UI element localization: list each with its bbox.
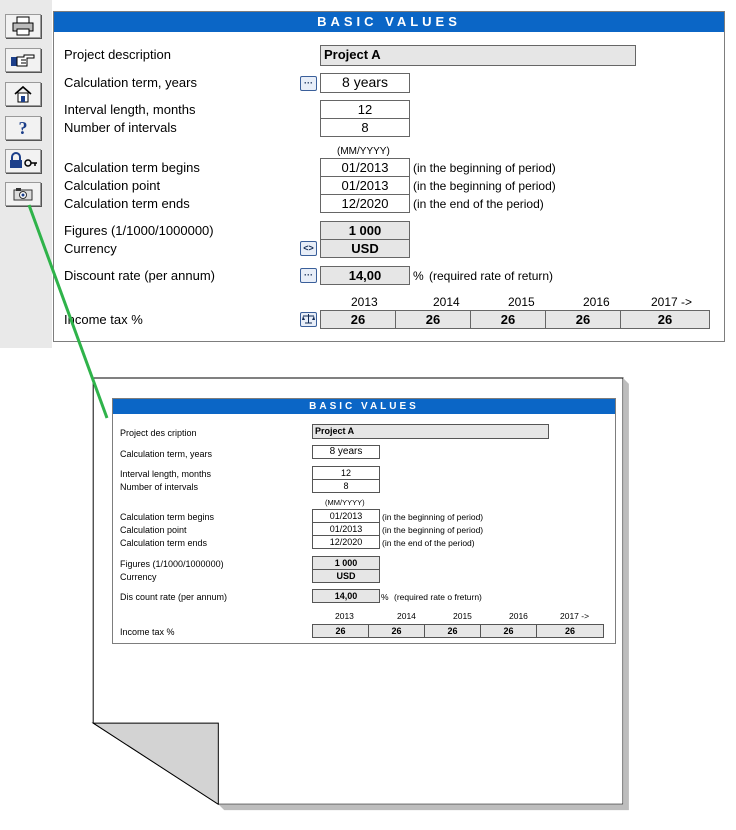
interval-length-field[interactable]: 12 xyxy=(320,100,410,119)
calc-term-ellipsis-button[interactable]: ··· xyxy=(300,76,317,91)
term-ends-label: Calculation term ends xyxy=(64,196,190,211)
preview-discount-rate-field: 14,00 xyxy=(312,589,380,603)
income-tax-cell[interactable]: 26 xyxy=(470,310,546,329)
discount-unit: % xyxy=(413,269,424,283)
panel-title: BASIC VALUES xyxy=(54,12,724,32)
income-tax-cell[interactable]: 26 xyxy=(620,310,710,329)
preview-income-tax-cell: 26 xyxy=(536,624,604,638)
income-tax-cell[interactable]: 26 xyxy=(320,310,396,329)
year-label: 2017 -> xyxy=(651,295,693,309)
income-tax-cell[interactable]: 26 xyxy=(395,310,471,329)
income-tax-cell[interactable]: 26 xyxy=(545,310,621,329)
preview-term-begins-note: (in the beginning of period) xyxy=(382,512,484,522)
preview-term-ends-label: Calculation term ends xyxy=(120,538,208,548)
preview-panel-title: BASIC VALUES xyxy=(113,399,615,414)
preview-income-tax-cell: 26 xyxy=(312,624,369,638)
preview-term-begins-label: Calculation term begins xyxy=(120,512,215,522)
preview-date-format-hint: (MM/YYYY) xyxy=(325,498,365,507)
calc-term-label: Calculation term, years xyxy=(64,75,197,90)
preview-term-begins-field: 01/2013 xyxy=(312,509,380,523)
preview-basic-values-panel xyxy=(112,398,616,644)
project-description-field[interactable]: Project A xyxy=(320,45,636,66)
preview-calc-term-label: Calculation term, years xyxy=(120,449,213,459)
year-label: 2013 xyxy=(351,295,378,309)
num-intervals-label: Number of intervals xyxy=(64,120,177,135)
preview-figures-label: Figures (1/1000/1000000) xyxy=(120,559,224,569)
help-icon: ? xyxy=(18,117,28,138)
figures-label: Figures (1/1000/1000000) xyxy=(64,223,214,238)
calc-point-note: (in the beginning of period) xyxy=(413,179,556,193)
preview-discount-note: (required rate o freturn) xyxy=(394,592,482,602)
year-label: 2015 xyxy=(508,295,535,309)
preview-year-label: 2014 xyxy=(397,611,416,621)
currency-label: Currency xyxy=(64,241,117,256)
term-begins-label: Calculation term begins xyxy=(64,160,200,175)
preview-year-label: 2015 xyxy=(453,611,472,621)
preview-income-tax-label: Income tax % xyxy=(120,627,175,637)
currency-swap-button[interactable]: <> xyxy=(300,241,317,256)
discount-rate-field[interactable]: 14,00 xyxy=(320,266,410,285)
preview-income-tax-cell: 26 xyxy=(424,624,481,638)
preview-year-label: 2013 xyxy=(335,611,354,621)
preview-calc-term-field: 8 years xyxy=(312,445,380,459)
term-ends-note: (in the end of the period) xyxy=(413,197,544,211)
calc-point-field[interactable]: 01/2013 xyxy=(320,176,410,195)
discount-rate-label: Discount rate (per annum) xyxy=(64,268,216,283)
preview-interval-length-field: 12 xyxy=(312,466,380,480)
year-label: 2016 xyxy=(583,295,610,309)
calc-term-field[interactable]: 8 years xyxy=(320,73,410,93)
preview-year-label: 2017 -> xyxy=(560,611,590,621)
year-label: 2014 xyxy=(433,295,460,309)
preview-num-intervals-field: 8 xyxy=(312,479,380,493)
preview-income-tax-cell: 26 xyxy=(368,624,425,638)
preview-num-intervals-label: Number of intervals xyxy=(120,482,199,492)
figures-field[interactable]: 1 000 xyxy=(320,221,410,240)
discount-ellipsis-button[interactable]: ··· xyxy=(300,268,317,283)
preview-income-tax-cell: 26 xyxy=(480,624,537,638)
preview-calc-point-label: Calculation point xyxy=(120,525,187,535)
preview-discount-rate-label: Dis count rate (per annum) xyxy=(120,592,228,602)
preview-currency-field: USD xyxy=(312,569,380,583)
preview-calc-point-note: (in the beginning of period) xyxy=(382,525,484,535)
currency-field[interactable]: USD xyxy=(320,239,410,258)
preview-term-ends-note: (in the end of the period) xyxy=(382,538,475,548)
preview-project-description-field: Project A xyxy=(312,424,549,439)
preview-term-ends-field: 12/2020 xyxy=(312,535,380,549)
preview-project-description-label: Project des cription xyxy=(120,428,197,438)
preview-interval-length-label: Interval length, months xyxy=(120,469,212,479)
preview-discount-unit: % xyxy=(381,592,389,602)
term-ends-field[interactable]: 12/2020 xyxy=(320,194,410,213)
preview-figures-field: 1 000 xyxy=(312,556,380,570)
project-description-label: Project description xyxy=(64,47,171,62)
income-tax-label: Income tax % xyxy=(64,312,143,327)
term-begins-note: (in the beginning of period) xyxy=(413,161,556,175)
interval-length-label: Interval length, months xyxy=(64,102,196,117)
calc-point-label: Calculation point xyxy=(64,178,161,193)
term-begins-field[interactable]: 01/2013 xyxy=(320,158,410,177)
preview-currency-label: Currency xyxy=(120,572,157,582)
discount-note: (required rate of return) xyxy=(429,269,554,283)
preview-year-label: 2016 xyxy=(509,611,528,621)
date-format-hint: (MM/YYYY) xyxy=(337,146,390,157)
preview-calc-point-field: 01/2013 xyxy=(312,522,380,536)
num-intervals-field[interactable]: 8 xyxy=(320,118,410,137)
